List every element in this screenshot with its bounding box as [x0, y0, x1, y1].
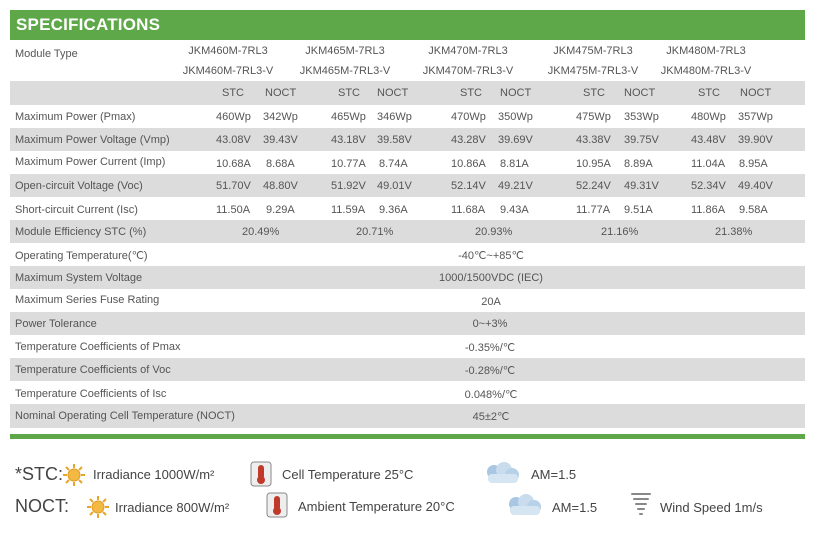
- noct-value: 49.01V: [377, 180, 412, 192]
- sun-icon: [86, 495, 110, 519]
- stc-col: STC: [698, 87, 720, 99]
- model-name: JKM480M-7RL3: [666, 45, 746, 57]
- operating-temperature-row: [10, 243, 805, 266]
- stc-col: STC: [583, 87, 605, 99]
- fuse-rating-row: [10, 289, 805, 312]
- stc-value: 465Wp: [331, 111, 366, 123]
- tornado-wind-icon: [630, 490, 652, 518]
- noct-value: 8.81A: [500, 158, 529, 170]
- specifications-header: [10, 10, 805, 40]
- stc-value: 10.77A: [331, 158, 366, 170]
- noct-value: 9.36A: [379, 204, 408, 216]
- sun-icon: [62, 463, 86, 487]
- voc-row: [10, 174, 805, 197]
- row-label: Operating Temperature(℃): [15, 250, 148, 262]
- model-name-v: JKM460M-7RL3-V: [182, 65, 274, 77]
- cell-temperature: Cell Temperature 25°C: [282, 467, 414, 482]
- shared-value: 0.048%/℃: [464, 389, 518, 401]
- max-system-voltage-row: [10, 266, 805, 289]
- noct-value: 39.69V: [498, 134, 533, 146]
- row-label: Maximum System Voltage: [15, 272, 143, 284]
- model-name: JKM465M-7RL3: [305, 45, 385, 57]
- stc-value: 470Wp: [451, 111, 486, 123]
- noct-col: NOCT: [740, 87, 772, 99]
- model-name-v: JKM470M-7RL3-V: [422, 65, 514, 77]
- stc-value: 10.95A: [576, 158, 611, 170]
- noct-value: 8.95A: [739, 158, 768, 170]
- stc-value: 11.59A: [331, 204, 366, 216]
- stc-value: 52.34V: [691, 180, 726, 192]
- noct-value: 357Wp: [738, 111, 773, 123]
- ambient-temperature: Ambient Temperature 20°C: [298, 499, 455, 514]
- efficiency-value: 21.16%: [601, 226, 639, 238]
- tc-voc-row: [10, 358, 805, 381]
- noct-value: 8.74A: [379, 158, 408, 170]
- stc-legend-label: *STC:: [15, 464, 64, 484]
- stc-value: 11.86A: [691, 204, 726, 216]
- bottom-divider: [10, 434, 805, 439]
- power-tolerance-row: [10, 312, 805, 335]
- row-label: Short-circuit Current (Isc): [15, 204, 138, 216]
- efficiency-value: 21.38%: [715, 226, 753, 238]
- row-label: Temperature Coefficients of Pmax: [15, 341, 181, 353]
- irradiance-noct: Irradiance 800W/m²: [115, 500, 230, 515]
- pmax-row: [10, 105, 805, 128]
- row-label: Maximum Power (Pmax): [15, 111, 136, 123]
- stc-value: 43.28V: [451, 134, 486, 146]
- stc-value: 52.24V: [576, 180, 611, 192]
- noct-legend-label: NOCT:: [15, 496, 69, 516]
- condition-header-row: [10, 81, 805, 105]
- shared-value: 45±2℃: [472, 411, 510, 423]
- irradiance-stc: Irradiance 1000W/m²: [93, 467, 215, 482]
- shared-value: 1000/1500VDC (IEC): [439, 272, 543, 284]
- efficiency-value: 20.93%: [475, 226, 513, 238]
- module-type-label: Module Type: [15, 48, 78, 60]
- noct-value: 353Wp: [624, 111, 659, 123]
- row-label: Module Efficiency STC (%): [15, 226, 147, 238]
- cloud-icon: [504, 494, 544, 518]
- stc-value: 43.38V: [576, 134, 611, 146]
- thermometer-icon: [250, 461, 272, 487]
- stc-value: 475Wp: [576, 111, 611, 123]
- noct-value: 49.31V: [624, 180, 659, 192]
- model-name: JKM460M-7RL3: [188, 45, 268, 57]
- noct-value: 8.68A: [266, 158, 295, 170]
- cloud-icon: [482, 462, 522, 486]
- air-mass-stc: AM=1.5: [531, 467, 577, 482]
- stc-value: 52.14V: [451, 180, 486, 192]
- tc-isc-row: [10, 381, 805, 404]
- stc-value: 11.77A: [576, 204, 611, 216]
- stc-value: 51.92V: [331, 180, 366, 192]
- stc-value: 10.68A: [216, 158, 251, 170]
- stc-value: 43.48V: [691, 134, 726, 146]
- stc-value: 11.04A: [691, 158, 726, 170]
- stc-value: 43.08V: [216, 134, 251, 146]
- air-mass-noct: AM=1.5: [552, 500, 598, 515]
- model-name-v: JKM465M-7RL3-V: [299, 65, 391, 77]
- noct-value: 49.21V: [498, 180, 533, 192]
- shared-value: 0~+3%: [472, 318, 508, 330]
- noct-col: NOCT: [265, 87, 297, 99]
- shared-value: -0.35%/℃: [464, 342, 516, 354]
- noct-col: NOCT: [624, 87, 656, 99]
- noct-value: 9.51A: [624, 204, 653, 216]
- imp-row: [10, 151, 805, 174]
- row-label: Temperature Coefficients of Voc: [15, 364, 171, 376]
- row-label: Power Tolerance: [15, 318, 97, 330]
- thermometer-icon: [266, 492, 288, 518]
- efficiency-row: [10, 220, 805, 243]
- noct-value: 8.89A: [624, 158, 653, 170]
- model-name-v: JKM480M-7RL3-V: [660, 65, 752, 77]
- row-label: Open-circuit Voltage (Voc): [15, 180, 143, 192]
- stc-col: STC: [460, 87, 482, 99]
- noct-value: 39.43V: [263, 134, 298, 146]
- noct-value: 342Wp: [263, 111, 298, 123]
- module-type-row: [10, 43, 805, 81]
- model-name: JKM470M-7RL3: [428, 45, 508, 57]
- stc-value: 480Wp: [691, 111, 726, 123]
- efficiency-value: 20.49%: [242, 226, 280, 238]
- noct-col: NOCT: [500, 87, 532, 99]
- model-name-v: JKM475M-7RL3-V: [547, 65, 639, 77]
- page-title: SPECIFICATIONS: [16, 15, 161, 34]
- stc-value: 11.50A: [216, 204, 251, 216]
- stc-value: 43.18V: [331, 134, 366, 146]
- shared-value: 20A: [481, 296, 501, 308]
- noct-col: NOCT: [377, 87, 409, 99]
- stc-col: STC: [338, 87, 360, 99]
- row-label: Maximum Power Voltage (Vmp): [15, 134, 170, 146]
- wind-speed: Wind Speed 1m/s: [660, 500, 763, 515]
- stc-value: 460Wp: [216, 111, 251, 123]
- shared-value: -40℃~+85℃: [458, 250, 524, 262]
- stc-value: 10.86A: [451, 158, 486, 170]
- noct-value: 39.58V: [377, 134, 412, 146]
- row-label: Temperature Coefficients of Isc: [15, 388, 167, 400]
- stc-value: 51.70V: [216, 180, 251, 192]
- noct-value: 48.80V: [263, 180, 298, 192]
- vmp-row: [10, 128, 805, 151]
- noct-value: 9.58A: [739, 204, 768, 216]
- noct-value: 350Wp: [498, 111, 533, 123]
- model-name: JKM475M-7RL3: [553, 45, 633, 57]
- noct-value: 346Wp: [377, 111, 412, 123]
- shared-value: -0.28%/℃: [464, 365, 516, 377]
- isc-row: [10, 197, 805, 220]
- noct-value: 39.75V: [624, 134, 659, 146]
- noct-value: 49.40V: [738, 180, 773, 192]
- noct-value: 9.43A: [500, 204, 529, 216]
- noct-row: [10, 404, 805, 428]
- efficiency-value: 20.71%: [356, 226, 394, 238]
- noct-value: 9.29A: [266, 204, 295, 216]
- stc-value: 11.68A: [451, 204, 486, 216]
- noct-value: 39.90V: [738, 134, 773, 146]
- row-label: Maximum Series Fuse Rating: [15, 294, 160, 306]
- row-label: Nominal Operating Cell Temperature (NOCT): [15, 410, 235, 422]
- stc-col: STC: [222, 87, 244, 99]
- row-label: Maximum Power Current (Imp): [15, 156, 166, 168]
- tc-pmax-row: [10, 335, 805, 358]
